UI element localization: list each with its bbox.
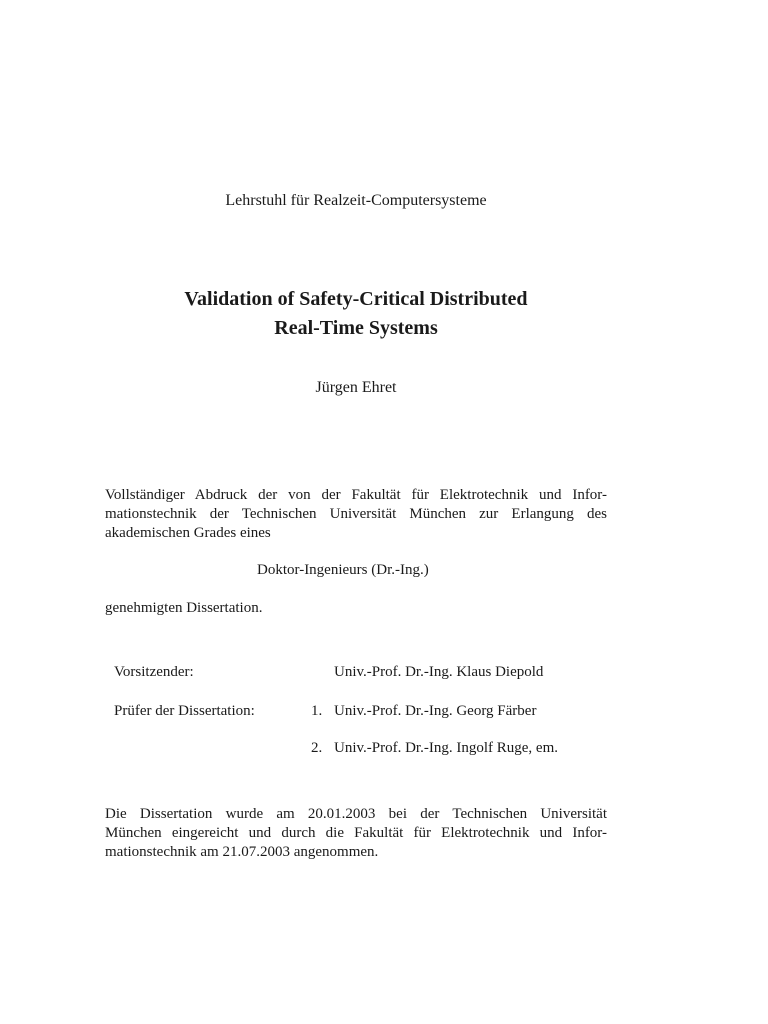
- examiner-name: Univ.-Prof. Dr.-Ing. Georg Färber: [334, 703, 537, 719]
- chair-label: Vorsitzender:: [114, 664, 194, 680]
- thesis-title-line-1: Validation of Safety-Critical Distributed: [184, 288, 528, 310]
- approved-dissertation-text: genehmigten Dissertation.: [105, 600, 263, 616]
- dates-line: mationstechnik am 21.07.2003 angenommen.: [105, 844, 379, 860]
- chair-person: Univ.-Prof. Dr.-Ing. Klaus Diepold: [334, 664, 544, 680]
- dates-paragraph: [105, 805, 607, 862]
- chair-name: Lehrstuhl für Realzeit-Computersysteme: [225, 192, 487, 209]
- thesis-title: [0, 285, 712, 343]
- dates-line: Die Dissertation wurde am 20.01.2003 bei der Technischen Universität: [105, 806, 607, 822]
- degree-title: Doktor-Ingenieurs (Dr.-Ing.): [257, 562, 429, 578]
- submission-paragraph: [105, 486, 607, 543]
- author-name: Jürgen Ehret: [315, 379, 397, 396]
- dates-line: München eingereicht und durch die Fakultät für Elektrotechnik und Infor-: [105, 825, 607, 841]
- thesis-title-line-2: Real-Time Systems: [274, 317, 438, 339]
- examiners-label: Prüfer der Dissertation:: [114, 703, 255, 719]
- submission-line: Vollständiger Abdruck der von der Fakultät für Elektrotechnik und Infor-: [105, 487, 607, 503]
- examiner-name: Univ.-Prof. Dr.-Ing. Ingolf Ruge, em.: [334, 740, 558, 756]
- examiner-number: 1.: [311, 703, 323, 719]
- submission-line: mationstechnik der Technischen Universität München zur Erlangung des: [105, 506, 607, 522]
- examiner-number: 2.: [311, 740, 323, 756]
- submission-line: akademischen Grades eines: [105, 525, 271, 541]
